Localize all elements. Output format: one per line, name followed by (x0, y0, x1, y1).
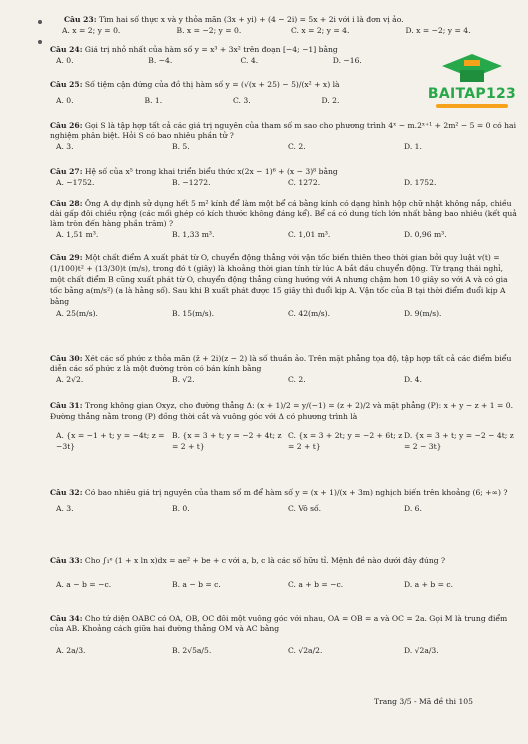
question-23 (50, 15, 520, 36)
option-a: A. 2√2. (56, 375, 84, 384)
option-b: B. 1,33 m³. (172, 230, 215, 239)
option-a: A. {x = −1 + t; y = −4t; z = −3t} (56, 431, 165, 451)
question-text: Gọi S là tập hợp tất cả các giá trị nguyên của tham số m sao cho phương trình 4ˣ − m.2ˣ⁺¹ + 2m² − 5 = 0 có hai nghiệm phân biệt. Hỏi S có bao nhiêu phần tử ? (50, 121, 517, 140)
option-a: A. 3. (56, 504, 74, 513)
page-footer: Trang 3/5 - Mã đề thi 105 (374, 697, 473, 706)
option-b: B. 5. (172, 142, 190, 151)
option-b: B. {x = 3 + t; y = −2 + 4t; z = 2 + t} (172, 431, 282, 451)
question-label: Câu 23: (64, 15, 97, 24)
question-25 (50, 80, 410, 106)
option-b: B. 1. (144, 96, 163, 105)
option-d: D. 0,96 m³. (404, 230, 447, 239)
option-d: D. x = −2; y = 4. (405, 26, 471, 35)
question-text: Tìm hai số thực x và y thỏa mãn (3x + yi) + (4 − 2i) = 5x + 2i với i là đơn vị ảo. (98, 15, 404, 24)
question-label: Câu 26: (50, 121, 83, 130)
option-c: C. √2a/2. (288, 646, 323, 655)
option-a: A. 25(m/s). (56, 309, 98, 318)
question-28 (50, 199, 520, 240)
question-label: Câu 25: (50, 80, 83, 89)
option-c: C. 2. (288, 142, 306, 151)
question-text: Số tiệm cận đứng của đồ thị hàm số y = (√(x + 25) − 5)/(x² + x) là (84, 80, 340, 89)
question-text: Xét các số phức z thỏa mãn (z̄ + 2i)(z − 2) là số thuần ảo. Trên mặt phẳng tọa độ, tập hợp tất cả các điểm biểu diễn các số phức z là một đường tròn có bán kính bằng (50, 354, 512, 373)
option-d: D. 4. (404, 375, 422, 384)
question-32 (50, 488, 520, 514)
option-a: A. a − b = −c. (56, 580, 112, 589)
option-c: C. 4. (240, 56, 259, 65)
option-c: C. 42(m/s). (288, 309, 331, 318)
option-c: C. 2. (288, 375, 306, 384)
option-a: A. 1,51 m³. (56, 230, 99, 239)
question-label: Câu 33: (50, 556, 83, 565)
option-b: B. 15(m/s). (172, 309, 215, 318)
option-a: A. 2a/3. (56, 646, 86, 655)
question-text: Giá trị nhỏ nhất của hàm số y = x³ + 3x² trên đoạn [−4; −1] bằng (84, 45, 338, 54)
question-27 (50, 167, 520, 188)
option-b: B. 0. (172, 504, 190, 513)
question-label: Câu 31: (50, 401, 83, 410)
option-b: B. −4. (148, 56, 173, 65)
option-c: C. a + b = −c. (288, 580, 344, 589)
option-d: D. √2a/3. (404, 646, 439, 655)
question-label: Câu 24: (50, 45, 83, 54)
option-d: D. 6. (404, 504, 422, 513)
option-a: A. −1752. (56, 178, 95, 187)
option-d: D. −16. (332, 56, 362, 65)
option-d: D. 9(m/s). (404, 309, 442, 318)
question-text: Hệ số của x⁵ trong khai triển biểu thức x(2x − 1)⁶ + (x − 3)⁸ bằng (84, 167, 338, 176)
margin-mark (38, 40, 42, 44)
option-d: D. 1. (404, 142, 422, 151)
option-a: A. 0. (56, 56, 74, 65)
brand-underline (436, 104, 508, 108)
question-text: Cho tứ diện OABC có OA, OB, OC đôi một vuông góc với nhau, OA = OB = a và OC = 2a. Gọi M là trung điểm của AB. Khoảng cách giữa hai đường thẳng OM và AC bằng (50, 614, 508, 633)
question-31 (50, 400, 520, 452)
option-c: C. Vô số. (288, 504, 322, 513)
option-c: C. 1,01 m³. (288, 230, 331, 239)
brand-name: BAITAP123 (427, 86, 517, 102)
question-24 (50, 45, 425, 66)
option-a: A. 0. (56, 96, 74, 105)
option-d: D. {x = 3 + t; y = −2 − 4t; z = 2 − 3t} (404, 431, 514, 451)
question-label: Câu 32: (50, 488, 83, 497)
option-b: B. x = −2; y = 0. (176, 26, 242, 35)
question-33 (50, 556, 520, 590)
question-26 (50, 121, 520, 152)
option-c: C. 1272. (288, 178, 321, 187)
brand-logo (426, 52, 518, 112)
question-label: Câu 30: (50, 354, 83, 363)
question-34 (50, 614, 520, 656)
option-a: A. x = 2; y = 0. (62, 26, 121, 35)
graduation-cap-icon (426, 52, 518, 86)
question-text: Một chất điểm A xuất phát từ O, chuyển động thẳng với vận tốc biến thiên theo thời gian bởi quy luật v(t) = (1/100)t² + (13/30)t (m/s), trong đó t (giây) là khoảng thời gian tính từ lúc A bắt đầu chuyển động. Từ trạng thái nghỉ, một chất điểm B cũng xuất phát từ O, chuyển động thẳng cùng hướng với A nhưng chậm hơn 10 giây so với A và có gia tốc bằng a(m/s²) (a là hằng số). Sau khi B xuất phát được 15 giây thì đuổi kịp A. Vận tốc của B tại thời điểm đuổi kịp A bằng (50, 253, 508, 306)
option-c: C. x = 2; y = 4. (291, 26, 350, 35)
question-label: Câu 28: (50, 199, 83, 208)
option-b: B. −1272. (172, 178, 211, 187)
option-d: D. a + b = c. (404, 580, 454, 589)
question-text: Có bao nhiêu giá trị nguyên của tham số m để hàm số y = (x + 1)/(x + 3m) nghịch biến trên khoảng (6; +∞) ? (84, 488, 508, 497)
option-c: C. 3. (233, 96, 251, 105)
question-label: Câu 34: (50, 614, 83, 623)
question-label: Câu 27: (50, 167, 83, 176)
option-d: D. 1752. (404, 178, 437, 187)
question-text: Cho ∫₁ᵉ (1 + x ln x)dx = ae² + be + c với a, b, c là các số hữu tỉ. Mệnh đề nào dưới đây đúng ? (84, 556, 446, 565)
question-text: Trong không gian Oxyz, cho đường thẳng Δ: (x + 1)/2 = y/(−1) = (z + 2)/2 và mặt phẳng (P): x + y − z + 1 = 0. Đường thẳng nằm trong (P) đồng thời cắt và vuông góc với Δ có phương trình là (50, 401, 514, 421)
option-d: D. 2. (321, 96, 340, 105)
option-b: B. 2√5a/5. (172, 646, 212, 655)
question-text: Ông A dự định sử dụng hết 5 m² kính để làm một bể cá bằng kính có dạng hình hộp chữ nhật không nắp, chiều dài gấp đôi chiều rộng (các mối ghép có kích thước không đáng kể). Bể cá có dung tích lớn nhất bằng bao nhiêu (kết quả làm tròn đến hàng phần trăm) ? (50, 199, 517, 228)
margin-mark (38, 20, 42, 24)
option-c: C. {x = 3 + 2t; y = −2 + 6t; z = 2 + t} (288, 431, 403, 451)
option-b: B. √2. (172, 375, 195, 384)
option-a: A. 3. (56, 142, 74, 151)
option-b: B. a − b = c. (172, 580, 221, 589)
question-29 (50, 252, 520, 319)
question-label: Câu 29: (50, 253, 83, 262)
question-30 (50, 354, 520, 385)
